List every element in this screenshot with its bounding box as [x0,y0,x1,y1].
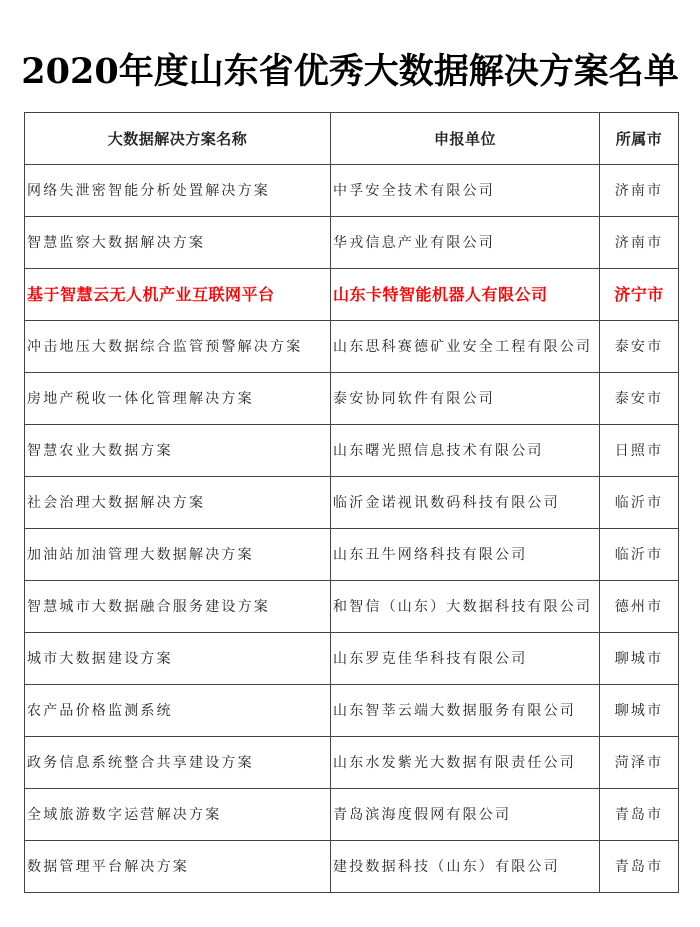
table-row [25,373,679,425]
table-row [25,425,679,477]
solution-name-cell: 智慧监察大数据解决方案 [25,217,331,269]
header-solution-name: 大数据解决方案名称 [25,113,331,165]
header-city: 所属市 [600,113,679,165]
city-cell: 聊城市 [600,685,679,737]
table-header-row [25,113,679,165]
city-cell: 青岛市 [600,789,679,841]
solution-name-cell: 智慧农业大数据方案 [25,425,331,477]
applicant-unit-cell: 山东水发紫光大数据有限责任公司 [331,737,600,789]
solution-name-cell: 政务信息系统整合共享建设方案 [25,737,331,789]
solution-name-cell: 基于智慧云无人机产业互联网平台 [25,269,331,321]
city-cell: 临沂市 [600,529,679,581]
table-row [25,789,679,841]
header-applicant-unit: 申报单位 [331,113,600,165]
solution-name-cell: 加油站加油管理大数据解决方案 [25,529,331,581]
applicant-unit-cell: 建投数据科技（山东）有限公司 [331,841,600,893]
city-cell: 济南市 [600,217,679,269]
solution-name-cell: 数据管理平台解决方案 [25,841,331,893]
table-row [25,321,679,373]
solution-name-cell: 城市大数据建设方案 [25,633,331,685]
solution-name-cell: 网络失泄密智能分析处置解决方案 [25,165,331,217]
solution-name-cell: 农产品价格监测系统 [25,685,331,737]
applicant-unit-cell: 华戎信息产业有限公司 [331,217,600,269]
applicant-unit-cell: 山东卡特智能机器人有限公司 [331,269,600,321]
city-cell: 泰安市 [600,373,679,425]
city-cell: 济宁市 [600,269,679,321]
applicant-unit-cell: 山东丑牛网络科技有限公司 [331,529,600,581]
city-cell: 青岛市 [600,841,679,893]
applicant-unit-cell: 山东罗克佳华科技有限公司 [331,633,600,685]
solution-name-cell: 智慧城市大数据融合服务建设方案 [25,581,331,633]
table-row [25,633,679,685]
table-row [25,581,679,633]
applicant-unit-cell: 临沂金诺视讯数码科技有限公司 [331,477,600,529]
solutions-table [24,112,679,893]
applicant-unit-cell: 中孚安全技术有限公司 [331,165,600,217]
applicant-unit-cell: 山东曙光照信息技术有限公司 [331,425,600,477]
city-cell: 济南市 [600,165,679,217]
solution-name-cell: 冲击地压大数据综合监管预警解决方案 [25,321,331,373]
table-row [25,477,679,529]
applicant-unit-cell: 泰安协同软件有限公司 [331,373,600,425]
document-title: 2020年度山东省优秀大数据解决方案名单 [21,51,679,92]
city-cell: 日照市 [600,425,679,477]
city-cell: 菏泽市 [600,737,679,789]
city-cell: 聊城市 [600,633,679,685]
applicant-unit-cell: 山东思科赛德矿业安全工程有限公司 [331,321,600,373]
applicant-unit-cell: 青岛滨海度假网有限公司 [331,789,600,841]
city-cell: 泰安市 [600,321,679,373]
table-row [25,685,679,737]
table-row [25,841,679,893]
solution-name-cell: 社会治理大数据解决方案 [25,477,331,529]
city-cell: 德州市 [600,581,679,633]
city-cell: 临沂市 [600,477,679,529]
table-row [25,165,679,217]
applicant-unit-cell: 和智信（山东）大数据科技有限公司 [331,581,600,633]
table-row [25,269,679,321]
table-row [25,217,679,269]
table-row [25,737,679,789]
solution-name-cell: 全域旅游数字运营解决方案 [25,789,331,841]
applicant-unit-cell: 山东智莘云端大数据服务有限公司 [331,685,600,737]
solution-name-cell: 房地产税收一体化管理解决方案 [25,373,331,425]
table-row [25,529,679,581]
